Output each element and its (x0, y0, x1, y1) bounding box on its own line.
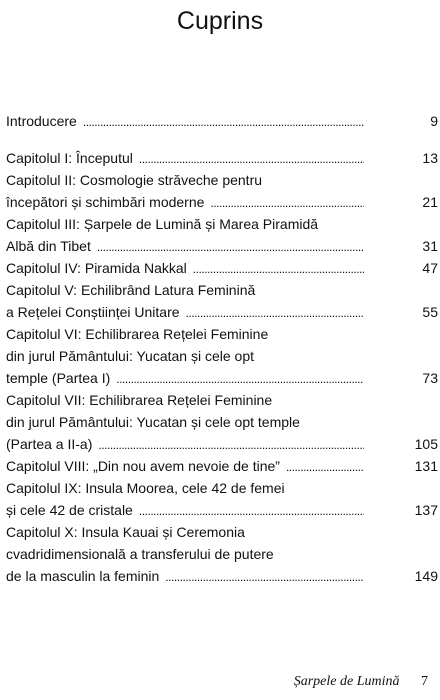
toc-page-number: 13 (422, 150, 438, 166)
toc-entry-chapter-7[interactable] (6, 389, 438, 455)
toc-entry-title: începători și schimbări moderne (6, 194, 205, 210)
toc-entry-title-line: Capitolul VI: Echilibrarea Rețelei Feminine (6, 326, 269, 342)
dot-leader (186, 301, 364, 323)
toc-entry-title-line: cvadridimensională a transferului de putere (6, 546, 274, 562)
toc-entry-chapter-2[interactable] (6, 169, 438, 213)
toc-entry-chapter-3[interactable] (6, 213, 438, 257)
toc-entry-title-line: Capitolul II: Cosmologie străveche pentru (6, 172, 263, 188)
dot-leader (165, 565, 364, 587)
toc-page-number: 31 (422, 238, 438, 254)
dot-leader (139, 499, 364, 521)
toc-entry-title-line: Capitolul IX: Insula Moorea, cele 42 de femei (6, 480, 285, 496)
toc-entry-title-line: Capitolul V: Echilibrând Latura Feminină (6, 282, 256, 298)
toc-entry-chapter-10[interactable] (6, 521, 438, 587)
dot-leader (210, 191, 364, 213)
table-of-contents (6, 110, 438, 587)
toc-entry-title: Capitolul IV: Piramida Nakkal (6, 260, 187, 276)
page-title: Cuprins (176, 7, 264, 35)
toc-page-number: 55 (422, 304, 438, 320)
footer-book-title: Șarpele de Lumină (293, 674, 400, 689)
toc-entry-introducere[interactable] (6, 110, 438, 132)
toc-entry-chapter-4[interactable] (6, 257, 438, 279)
toc-page-number: 9 (430, 113, 438, 129)
toc-entry-chapter-8[interactable] (6, 455, 438, 477)
dot-leader (139, 147, 364, 169)
toc-entry-title: Introducere (6, 113, 77, 129)
toc-entry-title-line: Capitolul X: Insula Kauai și Ceremonia (6, 524, 245, 540)
toc-entry-chapter-9[interactable] (6, 477, 438, 521)
toc-entry-title: temple (Partea I) (6, 370, 111, 386)
dot-leader (98, 433, 364, 455)
toc-entry-title: Capitolul VIII: „Din nou avem nevoie de tine” (6, 458, 280, 474)
dot-leader (83, 110, 364, 132)
toc-page-number: 137 (414, 502, 438, 518)
toc-entry-title: Capitolul I: Începutul (6, 150, 133, 166)
footer-page-number: 7 (421, 674, 428, 689)
dot-leader (193, 257, 364, 279)
toc-page-number: 73 (422, 370, 438, 386)
toc-entry-chapter-5[interactable] (6, 279, 438, 323)
toc-page-number: 47 (422, 260, 438, 276)
dot-leader (97, 235, 364, 257)
toc-entry-title: Albă din Tibet (6, 238, 91, 254)
toc-entry-title: a Rețelei Conștiinței Unitare (6, 304, 180, 320)
toc-entry-title: și cele 42 de cristale (6, 502, 133, 518)
toc-entry-title-line: din jurul Pământului: Yucatan și cele opt (6, 348, 255, 364)
page-footer (294, 674, 428, 690)
toc-page-number: 131 (414, 458, 438, 474)
toc-entry-title-line: din jurul Pământului: Yucatan și cele opt temple (6, 414, 300, 430)
toc-entry-title: de la masculin la feminin (6, 568, 160, 584)
toc-page-number: 105 (414, 436, 438, 452)
toc-page-number: 21 (422, 194, 438, 210)
toc-entry-chapter-1[interactable] (6, 147, 438, 169)
toc-entry-title-line: Capitolul VII: Echilibrarea Rețelei Feminine (6, 392, 273, 408)
toc-entry-title: (Partea a II-a) (6, 436, 93, 452)
dot-leader (116, 367, 364, 389)
toc-entry-chapter-6[interactable] (6, 323, 438, 389)
toc-entry-title-line: Capitolul III: Șarpele de Lumină și Marea Piramidă (6, 216, 319, 232)
toc-page-number: 149 (414, 568, 438, 584)
dot-leader (286, 455, 364, 477)
